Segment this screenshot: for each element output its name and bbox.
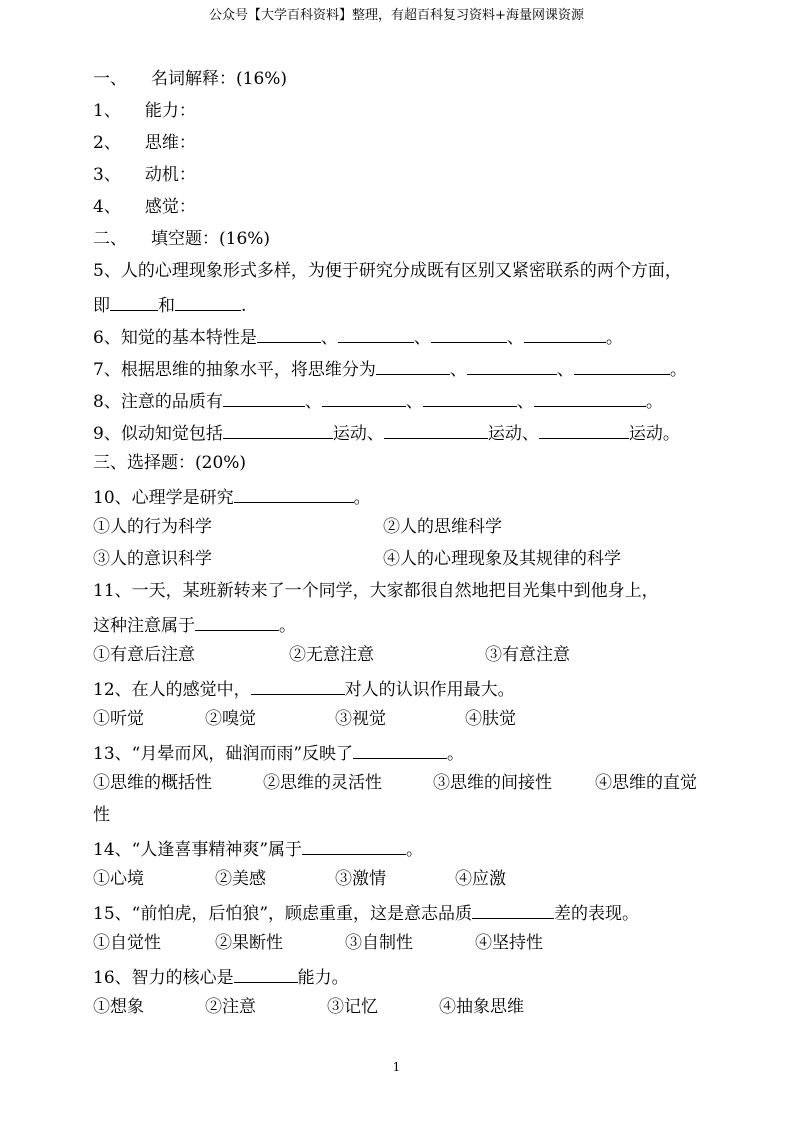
q8-stem: 8、注意的品质有	[93, 392, 223, 412]
blank[interactable]	[431, 324, 507, 343]
q5-conj: 和	[158, 296, 175, 316]
term-number: 4、	[93, 197, 121, 217]
option-4[interactable]: ④思维的直觉	[595, 773, 697, 793]
question-11-line1: 11、一天，某班新转来了一个同学，大家都很自然地把目光集中到他身上，	[93, 581, 659, 601]
separator: 、	[506, 328, 524, 348]
q11-stem: 这种注意属于	[93, 616, 195, 636]
question-15	[93, 900, 639, 925]
q9-stem: 9、似动知觉包括	[93, 424, 223, 444]
option-2[interactable]: ②注意	[205, 997, 256, 1017]
question-8	[93, 388, 663, 413]
option-3[interactable]: ③人的意识科学	[93, 549, 212, 569]
q6-stem: 6、知觉的基本特性是	[93, 328, 257, 348]
option-2[interactable]: ②人的思维科学	[383, 517, 502, 537]
separator: 、	[516, 392, 534, 412]
option-2[interactable]: ②果断性	[215, 933, 283, 953]
term-label: 能力：	[144, 101, 196, 121]
option-3[interactable]: ③思维的间接性	[433, 773, 552, 793]
option-2[interactable]: ②嗅觉	[205, 709, 256, 729]
q12-stem: 12、在人的感觉中，	[93, 680, 251, 700]
option-3[interactable]: ③激情	[335, 869, 386, 889]
blank[interactable]	[376, 356, 450, 375]
q5-prefix: 即	[93, 296, 110, 316]
question-14	[93, 836, 423, 861]
q16-options	[93, 996, 524, 1018]
blank[interactable]	[384, 420, 488, 439]
option-4[interactable]: ④应激	[455, 869, 506, 889]
blank[interactable]	[302, 836, 406, 855]
q10-options-row1	[93, 516, 502, 538]
option-1[interactable]: ①听觉	[93, 709, 144, 729]
q11-options	[93, 644, 570, 666]
term-item	[93, 164, 196, 186]
q12-stem-end: 对人的认识作用最大。	[344, 680, 515, 700]
period: 。	[279, 616, 296, 636]
question-12	[93, 676, 515, 701]
q15-stem: 15、“前怕虎，后怕狼”，顾虑重重，这是意志品质	[93, 904, 473, 924]
q16-stem-end: 能力。	[297, 968, 349, 988]
q15-options	[93, 932, 543, 954]
term-number: 1、	[93, 101, 121, 121]
q13-options	[93, 772, 697, 794]
option-3[interactable]: ③记忆	[327, 997, 378, 1017]
term-item	[93, 196, 196, 218]
term-number: 2、	[93, 133, 121, 153]
separator: 、	[320, 328, 338, 348]
blank[interactable]	[539, 420, 629, 439]
blank[interactable]	[423, 388, 517, 407]
separator: 、	[405, 392, 423, 412]
term-label: 动机：	[144, 165, 196, 185]
separator: 、	[449, 360, 467, 380]
blank[interactable]	[234, 964, 298, 983]
q16-stem: 16、智力的核心是	[93, 968, 234, 988]
term-number: 3、	[93, 165, 121, 185]
question-7	[93, 356, 687, 381]
q12-options	[93, 708, 516, 730]
question-9	[93, 420, 680, 445]
option-1[interactable]: ①人的行为科学	[93, 517, 212, 537]
period: 。	[605, 328, 623, 348]
blank[interactable]	[574, 356, 670, 375]
q5-end: .	[241, 296, 247, 316]
option-4[interactable]: ④坚持性	[475, 933, 543, 953]
option-1[interactable]: ①有意后注意	[93, 645, 195, 665]
term-label: 思维：	[144, 133, 196, 153]
q14-options	[93, 868, 506, 890]
option-2[interactable]: ②思维的灵活性	[263, 773, 382, 793]
blank[interactable]	[534, 388, 646, 407]
blank[interactable]	[322, 388, 406, 407]
blank[interactable]	[223, 420, 333, 439]
separator: 、	[304, 392, 322, 412]
page-header: 公众号【大学百科资料】整理，有超百科复习资料+海量网课资源	[209, 8, 584, 23]
term-label: 感觉：	[144, 197, 196, 217]
option-3[interactable]: ③有意注意	[485, 645, 570, 665]
page-number: 1	[392, 1060, 401, 1074]
question-16	[93, 964, 349, 989]
option-3[interactable]: ③视觉	[335, 709, 386, 729]
blank[interactable]	[257, 324, 321, 343]
section-1-heading	[93, 68, 287, 90]
section-2-heading	[93, 228, 270, 250]
option-1[interactable]: ①自觉性	[93, 933, 161, 953]
period: 。	[353, 488, 371, 508]
blank[interactable]	[195, 612, 279, 631]
section-1-number: 一、	[93, 69, 127, 89]
blank[interactable]	[251, 676, 345, 695]
term-item	[93, 100, 196, 122]
q9-mid: 运动、	[332, 424, 384, 444]
period: 。	[406, 840, 424, 860]
q13-option-4-wrap: 性	[93, 805, 110, 825]
blank[interactable]	[524, 324, 606, 343]
period: 。	[669, 360, 687, 380]
blank[interactable]	[338, 324, 414, 343]
q7-stem: 7、根据思维的抽象水平，将思维分为	[93, 360, 376, 380]
section-1-title: 名词解释：(16%)	[151, 69, 288, 89]
blank[interactable]	[110, 292, 158, 311]
section-2-number: 二、	[93, 229, 127, 249]
separator: 、	[556, 360, 574, 380]
q10-options-row2	[93, 548, 621, 570]
period: 。	[447, 744, 465, 764]
question-5-line1: 5、人的心理现象形式多样，为便于研究分成既有区别又紧密联系的两个方面，	[93, 261, 682, 281]
q14-stem: 14、“人逢喜事精神爽”属于	[93, 840, 303, 860]
option-2[interactable]: ②无意注意	[289, 645, 374, 665]
period: 。	[645, 392, 663, 412]
term-item	[93, 132, 196, 154]
question-13	[93, 740, 464, 765]
q9-mid: 运动、	[487, 424, 539, 444]
option-3[interactable]: ③自制性	[345, 933, 413, 953]
question-11-line2	[93, 612, 296, 637]
q13-stem: 13、“月晕而风，础润而雨”反映了	[93, 744, 354, 764]
option-1[interactable]: ①心境	[93, 869, 144, 889]
question-6	[93, 324, 623, 349]
separator: 、	[413, 328, 431, 348]
blank[interactable]	[467, 356, 557, 375]
q10-stem: 10、心理学是研究	[93, 488, 234, 508]
section-3-heading: 三、选择题：(20%)	[93, 453, 247, 473]
blank[interactable]	[223, 388, 305, 407]
option-1[interactable]: ①思维的概括性	[93, 773, 212, 793]
option-4[interactable]: ④肤觉	[465, 709, 516, 729]
option-1[interactable]: ①想象	[93, 997, 144, 1017]
question-5-line2	[93, 292, 246, 317]
blank[interactable]	[175, 292, 241, 311]
option-2[interactable]: ②美感	[215, 869, 266, 889]
option-4[interactable]: ④人的心理现象及其规律的科学	[383, 549, 621, 569]
option-4[interactable]: ④抽象思维	[439, 997, 524, 1017]
blank[interactable]	[353, 740, 447, 759]
blank[interactable]	[472, 900, 554, 919]
section-2-title: 填空题：(16%)	[151, 229, 271, 249]
q9-end: 运动。	[628, 424, 680, 444]
q15-stem-end: 差的表现。	[554, 904, 640, 924]
blank[interactable]	[234, 484, 354, 503]
question-10	[93, 484, 371, 509]
